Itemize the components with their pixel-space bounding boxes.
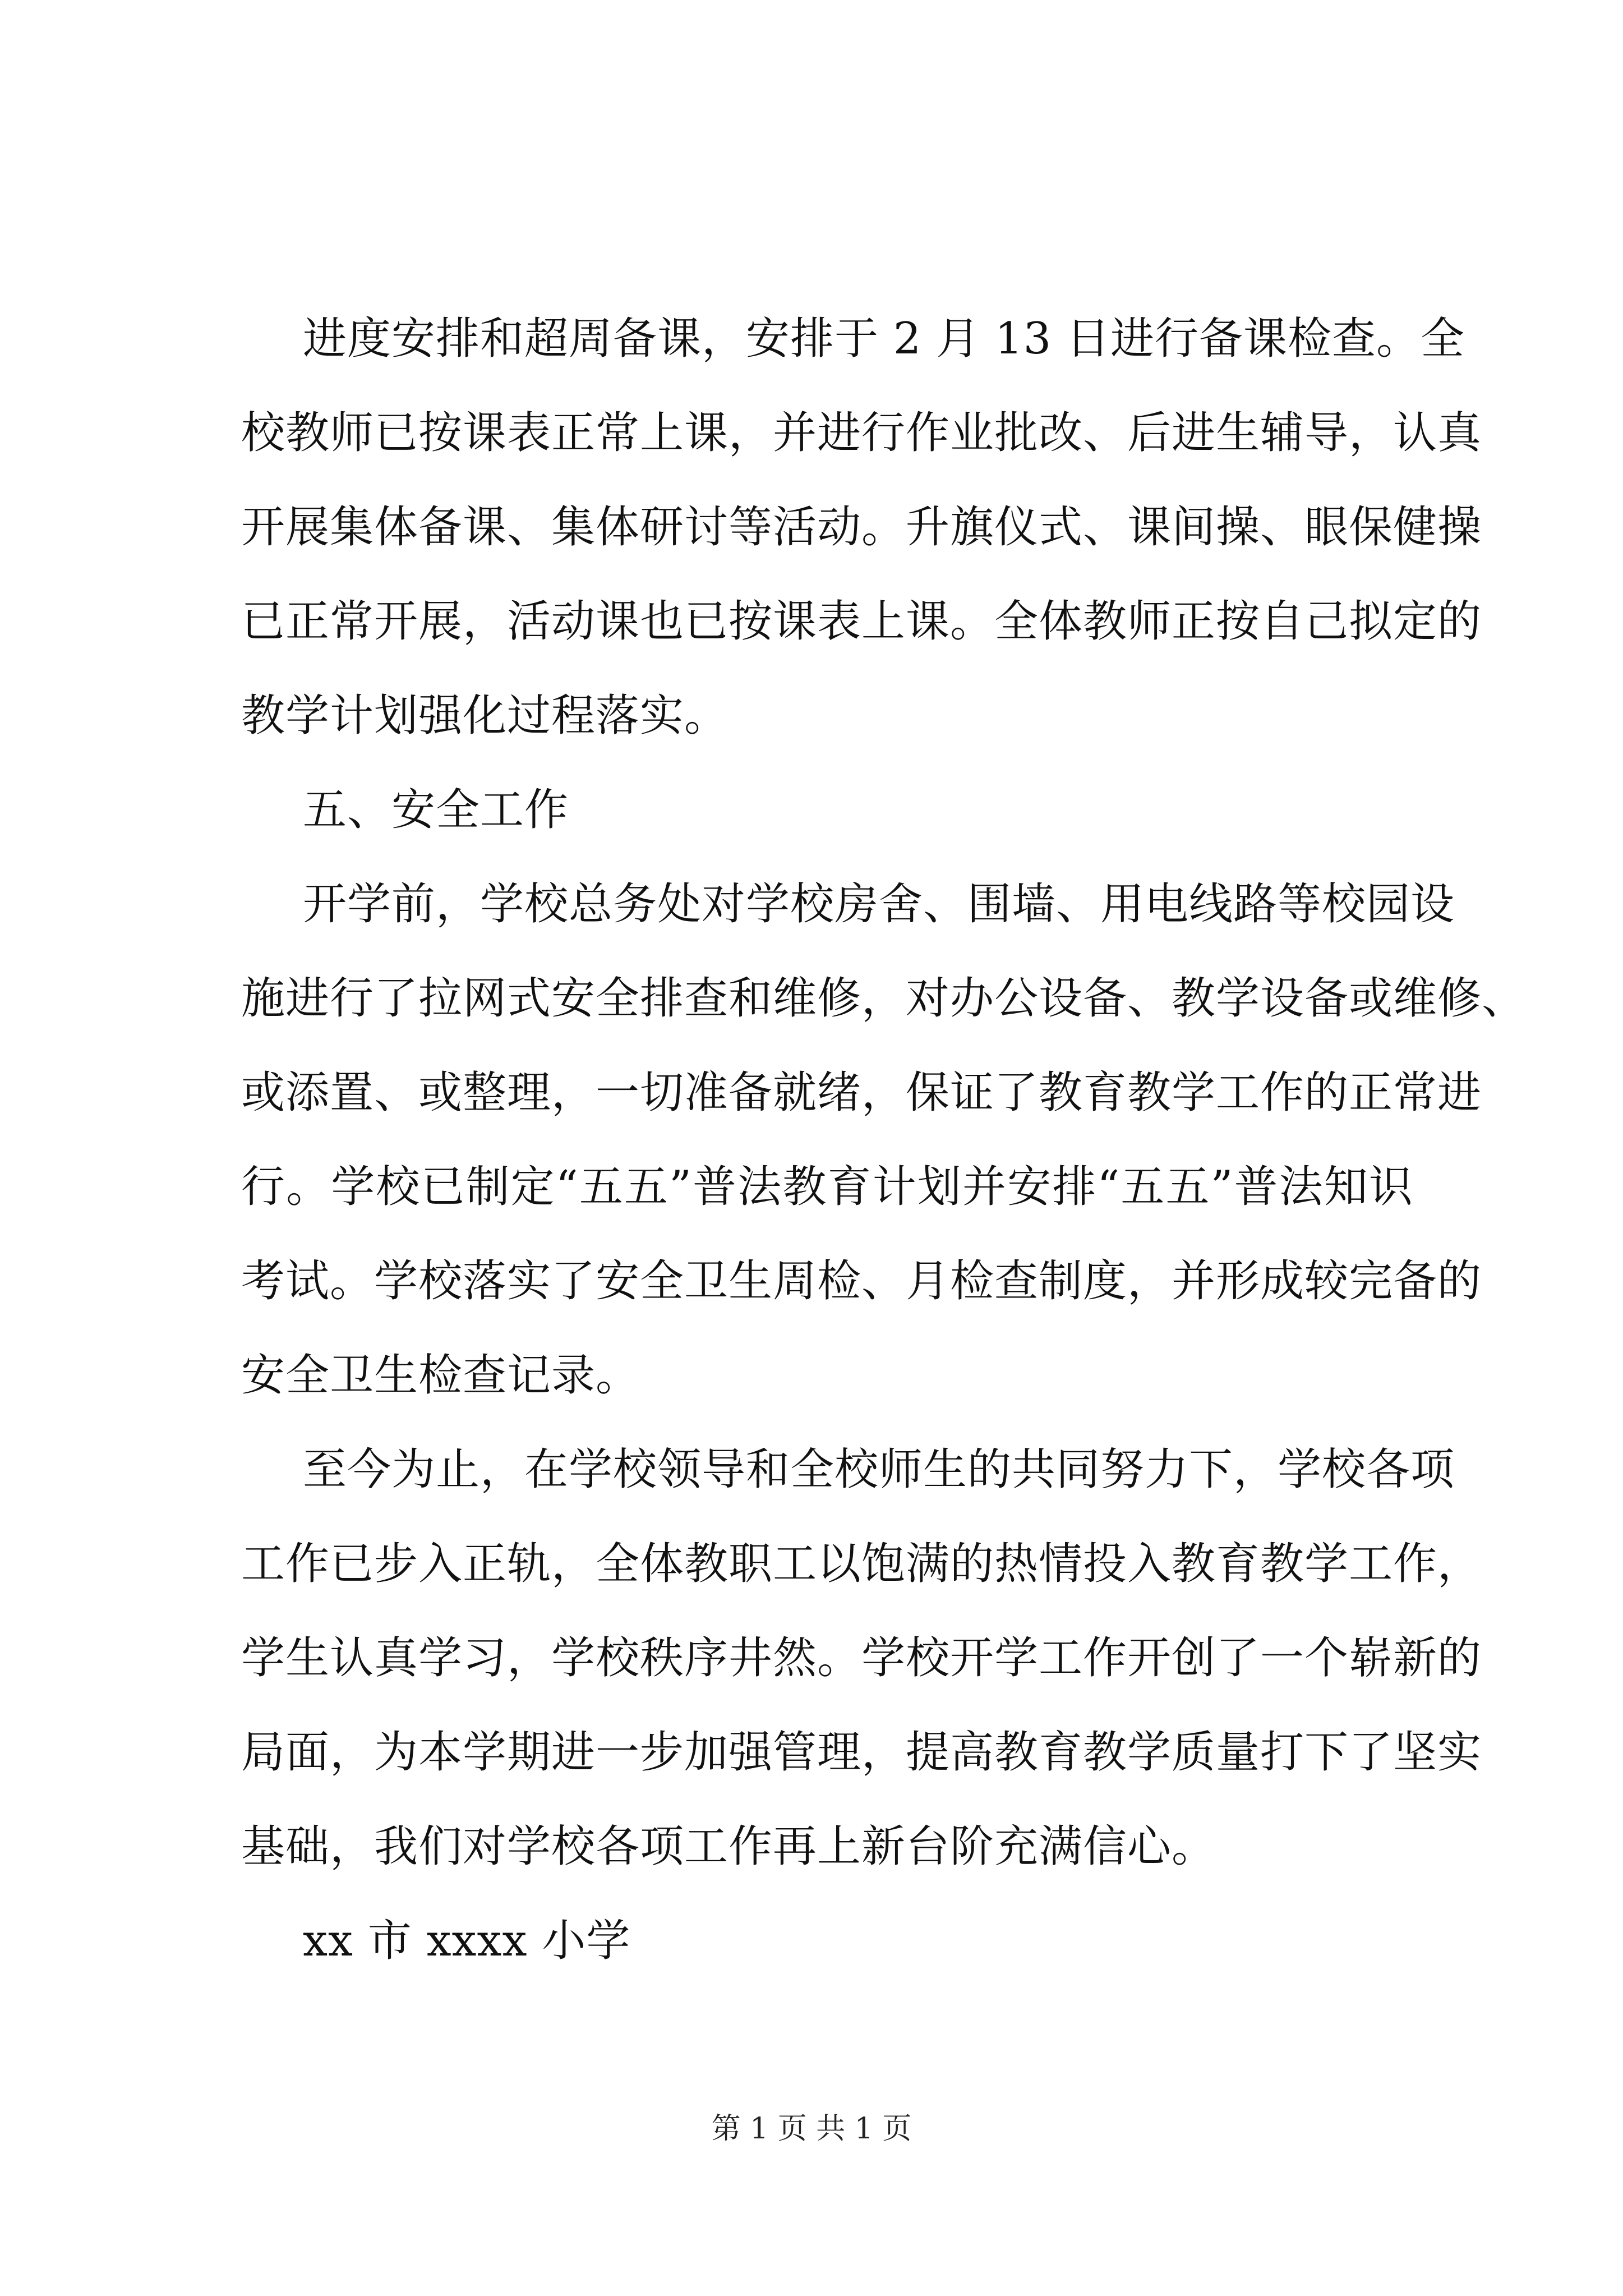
page-footer: 第 1 页 共 1 页: [711, 2112, 912, 2146]
paragraph-line: 开学前，学校总务处对学校房舍、围墙、用电线路等校园设: [303, 879, 1455, 930]
paragraph-line: 行。学校已制定“五五”普法教育计划并安排“五五”普法知识: [241, 1162, 1413, 1212]
paragraph-line: 工作已步入正轨，全体教职工以饱满的热情投入教育教学工作，: [241, 1539, 1482, 1589]
paragraph-line: 学生认真学习，学校秩序井然。学校开学工作开创了一个崭新的: [241, 1633, 1482, 1683]
paragraph-line: 或添置、或整理，一切准备就绪，保证了教育教学工作的正常进: [241, 1068, 1482, 1118]
paragraph-line: 进度安排和超周备课，安排于 2 月 13 日进行备课检查。全: [303, 314, 1465, 364]
paragraph-line: 局面，为本学期进一步加强管理，提高教育教学质量打下了坚实: [241, 1727, 1482, 1778]
paragraph-line: 校教师已按课表正常上课，并进行作业批改、后进生辅导，认真: [241, 408, 1482, 458]
document-body: [241, 292, 1527, 1988]
paragraph-line: 考试。学校落实了安全卫生周检、月检查制度，并形成较完备的: [241, 1256, 1482, 1306]
paragraph-line: 教学计划强化过程落实。: [241, 691, 729, 741]
paragraph-line: 已正常开展，活动课也已按课表上课。全体教师正按自己拟定的: [241, 596, 1482, 647]
paragraph-line: 基础，我们对学校各项工作再上新台阶充满信心。: [241, 1821, 1216, 1872]
signature-line: xx 市 xxxx 小学: [303, 1916, 631, 1966]
paragraph-line: 安全卫生检查记录。: [241, 1350, 640, 1401]
paragraph-line: 开展集体备课、集体研讨等活动。升旗仪式、课间操、眼保健操: [241, 502, 1482, 553]
section-heading: 五、安全工作: [303, 785, 569, 835]
paragraph-line: 至今为止，在学校领导和全校师生的共同努力下，学校各项: [303, 1444, 1455, 1495]
paragraph-line: 施进行了拉网式安全排查和维修，对办公设备、教学设备或维修、: [241, 973, 1527, 1024]
